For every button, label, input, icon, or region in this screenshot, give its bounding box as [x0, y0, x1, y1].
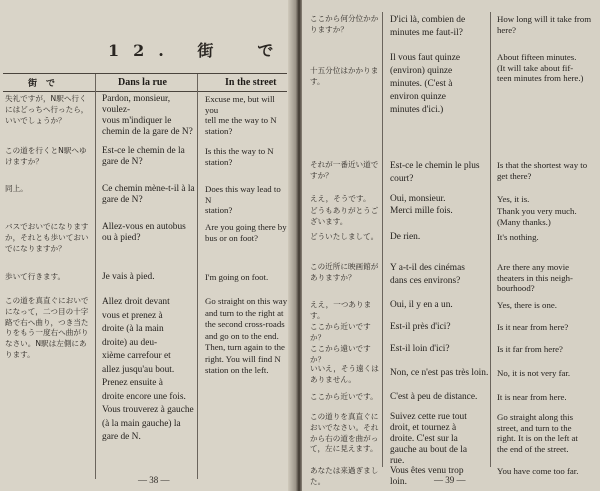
en-sentence: About fifteen minutes. (It will take about fif- teen minutes from here.)	[497, 52, 584, 84]
page-number: — 39 —	[434, 475, 466, 485]
fr-sentence: C'est à peu de distance.	[390, 392, 478, 402]
jp-sentence: バスでおいでになりますか，それとも歩いておいでになりますか？	[5, 222, 89, 253]
header-rule	[3, 91, 287, 92]
header-jp: 街 で	[28, 79, 56, 89]
jp-sentence: ええ，そうです。	[310, 194, 371, 203]
jp-sentence: 失礼ですが，N駅へ行くにはどっちへ行ったら，いいでしょうか？	[5, 94, 89, 125]
jp-sentence: この道を行くとN駅へゆけますか？	[5, 146, 87, 166]
fr-sentence: Pardon, monsieur, voulez- vous m'indiquer le chemin de la gare de N?	[102, 94, 193, 137]
jp-sentence: 十五分位はかかります。	[310, 66, 379, 86]
jp-sentence: ここから何分位かかりますか？	[310, 14, 379, 34]
fr-sentence: Allez-vous en autobus ou à pied?	[102, 222, 186, 243]
fr-sentence: Est-il près d'ici?	[390, 322, 451, 332]
en-sentence: Is it near from here?	[497, 322, 569, 332]
fr-sentence: Oui, il y en a un.	[390, 300, 453, 310]
jp-sentence: この道りを真直ぐにおいでなさい。それから右の道を曲がって，左に見えます。	[310, 412, 379, 454]
fr-sentence: Y a-t-il des cinémas dans ces environs?	[390, 263, 465, 286]
header-fr: Dans la rue	[118, 77, 167, 88]
jp-sentence: ここから遠いですか？	[310, 344, 371, 364]
jp-sentence: それが一番近い道ですか？	[310, 160, 379, 180]
jp-sentence: この近所に映画館がありますか？	[310, 262, 379, 282]
fr-sentence: Ce chemin mène-t-il à la gare de N?	[102, 184, 195, 205]
en-sentence: Does this way lead to N station?	[205, 184, 281, 216]
fr-sentence: Je vais à pied.	[102, 272, 155, 282]
en-sentence: It is near from here.	[497, 392, 567, 402]
jp-sentence: この道を真直ぐにおいでになって，二つ目の十字路で右へ曲り，つき当たりをもう一度右へ曲がりなさい。N駅は左側にあります。	[5, 296, 89, 359]
en-sentence: Yes, it is.	[497, 194, 530, 204]
column-divider	[490, 12, 491, 467]
header-en: In the street	[225, 77, 277, 88]
jp-sentence: ここから近いですか？	[310, 322, 371, 342]
en-sentence: I'm going on foot.	[205, 272, 269, 282]
en-sentence: How long will it take from here?	[497, 14, 592, 35]
en-sentence: You have come too far.	[497, 466, 579, 476]
page-number: — 38 —	[138, 475, 170, 485]
jp-sentence: ええ，一つあります。	[310, 300, 372, 320]
fr-sentence: Suivez cette rue tout droit, et tournez à droite. C'est sur la gauche au bout de la rue.	[390, 412, 468, 466]
fr-sentence: Vous êtes venu trop loin.	[390, 466, 464, 487]
top-rule	[3, 73, 287, 74]
en-sentence: Are you going there by bus or on foot?	[205, 222, 287, 243]
fr-sentence: Non, ce n'est pas très loin.	[390, 368, 489, 378]
jp-sentence: あなたは来過ぎました。	[310, 466, 379, 486]
left-page	[0, 0, 296, 491]
jp-sentence: ここから近いです。	[310, 392, 378, 401]
fr-sentence: Merci mille fois.	[390, 206, 453, 216]
en-sentence: Are there any movie theaters in this neigh- bourhood?	[497, 262, 573, 294]
fr-sentence: Allez droit devant vous et prenez à droite (à la main droite) au deu- xième carrefour et allez jusqu'au bout. Prenez ensuite à droite encore une fois. Vous trouverez à gauche (à la main gauche) la gare de N.	[102, 297, 194, 442]
jp-sentence: どういたしまして。	[310, 232, 379, 241]
en-sentence: Go straight along this street, and turn to the right. It is on the left at the end of the street.	[497, 412, 578, 454]
fr-sentence: D'ici là, combien de minutes me faut-il?	[390, 15, 466, 38]
en-sentence: Go straight on this way and turn to the right at the second cross-roads and go on to the end. Then, turn again to the right. You will find N station on the left.	[205, 296, 288, 375]
en-sentence: Is it far from here?	[497, 344, 563, 354]
fr-sentence: Est-ce le chemin le plus court?	[390, 161, 480, 184]
jp-sentence: いいえ，そう遠くはありません。	[310, 364, 379, 384]
en-sentence: Is that the shortest way to get there?	[497, 160, 588, 181]
jp-sentence: 歩いて行きます。	[5, 272, 66, 281]
en-sentence: Excuse me, but will you tell me the way to N station?	[205, 94, 277, 136]
fr-sentence: Est-ce le chemin de la gare de N?	[102, 146, 185, 167]
fr-sentence: De rien.	[390, 232, 421, 242]
en-sentence: Thank you very much. (Many thanks.)	[497, 206, 577, 227]
fr-sentence: Oui, monsieur.	[390, 194, 446, 204]
fr-sentence: Il vous faut quinze (environ) quinze minutes. (C'est à environ quinze minutes d'ici.)	[390, 53, 461, 115]
en-sentence: No, it is not very far.	[497, 368, 571, 378]
column-divider	[382, 12, 383, 467]
right-page	[302, 0, 600, 491]
column-divider	[197, 74, 198, 479]
en-sentence: Is this the way to N station?	[205, 146, 274, 167]
fr-sentence: Est-il loin d'ici?	[390, 344, 450, 354]
jp-sentence: 同上。	[5, 184, 28, 193]
chapter-title: 12. 街 で	[108, 41, 288, 60]
jp-sentence: どうもありがとうございます。	[310, 206, 379, 226]
en-sentence: It's nothing.	[497, 232, 539, 242]
en-sentence: Yes, there is one.	[497, 300, 557, 310]
column-divider	[95, 74, 96, 479]
